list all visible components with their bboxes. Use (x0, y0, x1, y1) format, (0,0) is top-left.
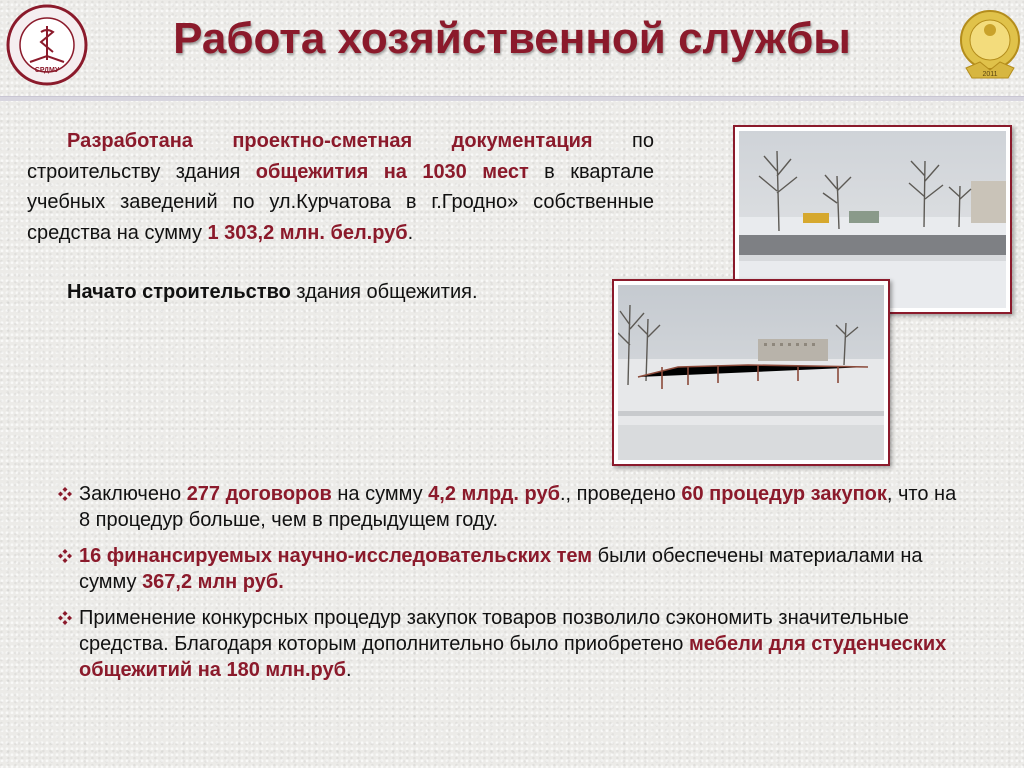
design-docs-heading: Разработана проектно-сметная документация (67, 130, 593, 152)
paragraph-construction (67, 277, 627, 308)
diamond-bullet-icon (58, 549, 72, 563)
diamond-bullet-icon (58, 611, 72, 625)
achievement-text: ., проведено (559, 483, 682, 505)
achievement-text: , что на 8 процедур больше, чем в предыдущем году. (79, 483, 957, 531)
award-year: 2011 (982, 71, 998, 78)
construction-started: Начато строительство (67, 281, 291, 303)
header-divider (0, 96, 1024, 101)
achievement-item (58, 481, 958, 533)
period: . (407, 221, 414, 244)
design-docs-text: по строительству здания (27, 130, 654, 183)
achievement-highlight: 277 договоров (186, 483, 332, 505)
achievement-item (58, 543, 958, 595)
diamond-bullet-icon (58, 487, 72, 501)
design-docs-amount: 1 303,2 млн. бел.руб (207, 221, 408, 244)
achievement-highlight: 60 процедур закупок (681, 483, 887, 505)
slide-header (0, 0, 1024, 98)
achievement-highlight: 4,2 млрд. руб (428, 483, 560, 505)
quality-award-emblem (958, 6, 1022, 86)
achievement-text: были обеспечены материалами на сумму (79, 545, 923, 593)
design-docs-location: в квартале учебных заведений по ул.Курчатова в г.Гродно» собственные средства на сумму (27, 160, 655, 244)
dormitory-capacity: общежития на 1030 мест (255, 160, 529, 183)
achievement-highlight: мебели для студенческих общежитий на 180 млн.руб (79, 633, 947, 681)
achievements-list (58, 481, 958, 693)
construction-site-photo-2 (612, 279, 890, 466)
paragraph-design-docs (27, 126, 654, 248)
achievement-text: Применение конкурсных процедур закупок товаров позволило сэкономить значительные средства. Благодаря которым дополнительно было приобретено (79, 607, 909, 655)
achievement-text: . (345, 659, 352, 681)
logo-text: СРДМУ (34, 67, 60, 74)
construction-text: здания общежития. (290, 281, 478, 303)
achievement-highlight: 16 финансируемых научно-исследовательских тем (79, 545, 593, 567)
achievement-highlight: 367,2 млн руб. (142, 571, 284, 593)
page-title: Работа хозяйственной службы (173, 14, 851, 63)
achievement-item (58, 605, 958, 683)
achievement-text: Заключено (79, 483, 187, 505)
achievement-text: на сумму (331, 483, 429, 505)
